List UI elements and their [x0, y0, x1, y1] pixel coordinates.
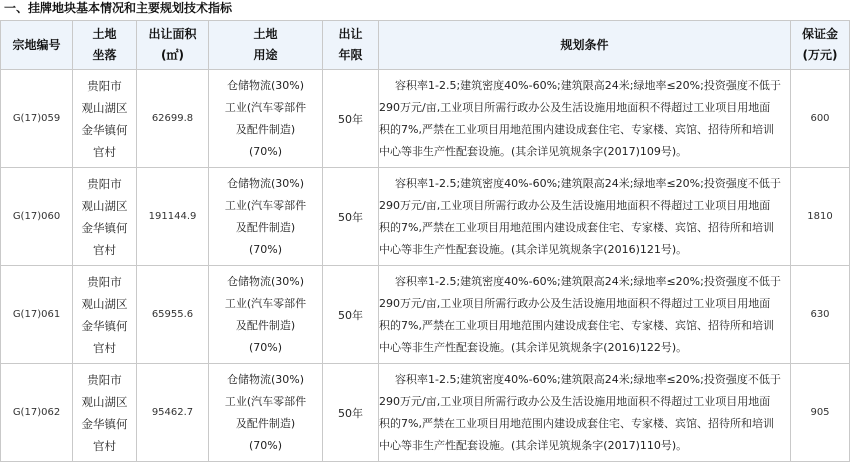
parcel-deposit: 630: [791, 266, 850, 364]
parcel-code: G(17)059: [1, 70, 73, 168]
parcel-location: 贵阳市 观山湖区 金华镇何 官村: [73, 70, 137, 168]
parcel-deposit: 600: [791, 70, 850, 168]
header-row: [1, 21, 850, 70]
parcel-term: 50年: [323, 168, 379, 266]
table-row: [1, 70, 850, 168]
parcel-area: 65955.6: [137, 266, 209, 364]
parcel-conditions: 容积率1-2.5;建筑密度40%-60%;建筑限高24米;绿地率≤20%;投资强度不低于 290万元/亩,工业项目所需行政办公及生活设施用地面积不得超过工业项目用地面 积的7%,严禁在工业项目用地范围内建设成套住宅、专家楼、宾馆、招待所和培训 中心等非生产性配套设施。(其余详见筑规条字(2016)122号)。: [379, 266, 791, 364]
parcel-code: G(17)062: [1, 364, 73, 462]
parcel-code: G(17)060: [1, 168, 73, 266]
table-row: [1, 364, 850, 462]
parcel-usage: 仓储物流(30%) 工业(汽车零部件 及配件制造) (70%): [209, 70, 323, 168]
parcel-area: 62699.8: [137, 70, 209, 168]
header-deposit: 保证金 (万元): [791, 21, 850, 70]
parcel-term: 50年: [323, 364, 379, 462]
header-usage: 土地 用途: [209, 21, 323, 70]
parcel-term: 50年: [323, 266, 379, 364]
parcel-location: 贵阳市 观山湖区 金华镇何 官村: [73, 364, 137, 462]
table-row: [1, 168, 850, 266]
parcel-usage: 仓储物流(30%) 工业(汽车零部件 及配件制造) (70%): [209, 364, 323, 462]
parcel-conditions: 容积率1-2.5;建筑密度40%-60%;建筑限高24米;绿地率≤20%;投资强度不低于 290万元/亩,工业项目所需行政办公及生活设施用地面积不得超过工业项目用地面 积的7%,严禁在工业项目用地范围内建设成套住宅、专家楼、宾馆、招待所和培训 中心等非生产性配套设施。(其余详见筑规条字(2016)121号)。: [379, 168, 791, 266]
header-location: 土地 坐落: [73, 21, 137, 70]
header-area: 出让面积 (㎡): [137, 21, 209, 70]
header-code: 宗地编号: [1, 21, 73, 70]
parcel-location: 贵阳市 观山湖区 金华镇何 官村: [73, 266, 137, 364]
parcel-conditions: 容积率1-2.5;建筑密度40%-60%;建筑限高24米;绿地率≤20%;投资强度不低于 290万元/亩,工业项目所需行政办公及生活设施用地面积不得超过工业项目用地面 积的7%,严禁在工业项目用地范围内建设成套住宅、专家楼、宾馆、招待所和培训 中心等非生产性配套设施。(其余详见筑规条字(2017)110号)。: [379, 364, 791, 462]
section-title: 一、挂牌地块基本情况和主要规划技术指标: [4, 1, 233, 15]
land-parcel-table: [0, 20, 850, 462]
parcel-term: 50年: [323, 70, 379, 168]
parcel-usage: 仓储物流(30%) 工业(汽车零部件 及配件制造) (70%): [209, 168, 323, 266]
parcel-deposit: 905: [791, 364, 850, 462]
table-row: [1, 266, 850, 364]
parcel-location: 贵阳市 观山湖区 金华镇何 官村: [73, 168, 137, 266]
parcel-area: 191144.9: [137, 168, 209, 266]
parcel-deposit: 1810: [791, 168, 850, 266]
header-term: 出让 年限: [323, 21, 379, 70]
parcel-conditions: 容积率1-2.5;建筑密度40%-60%;建筑限高24米;绿地率≤20%;投资强度不低于 290万元/亩,工业项目所需行政办公及生活设施用地面积不得超过工业项目用地面 积的7%,严禁在工业项目用地范围内建设成套住宅、专家楼、宾馆、招待所和培训 中心等非生产性配套设施。(其余详见筑规条字(2017)109号)。: [379, 70, 791, 168]
parcel-usage: 仓储物流(30%) 工业(汽车零部件 及配件制造) (70%): [209, 266, 323, 364]
parcel-code: G(17)061: [1, 266, 73, 364]
parcel-area: 95462.7: [137, 364, 209, 462]
header-conditions: 规划条件: [379, 21, 791, 70]
